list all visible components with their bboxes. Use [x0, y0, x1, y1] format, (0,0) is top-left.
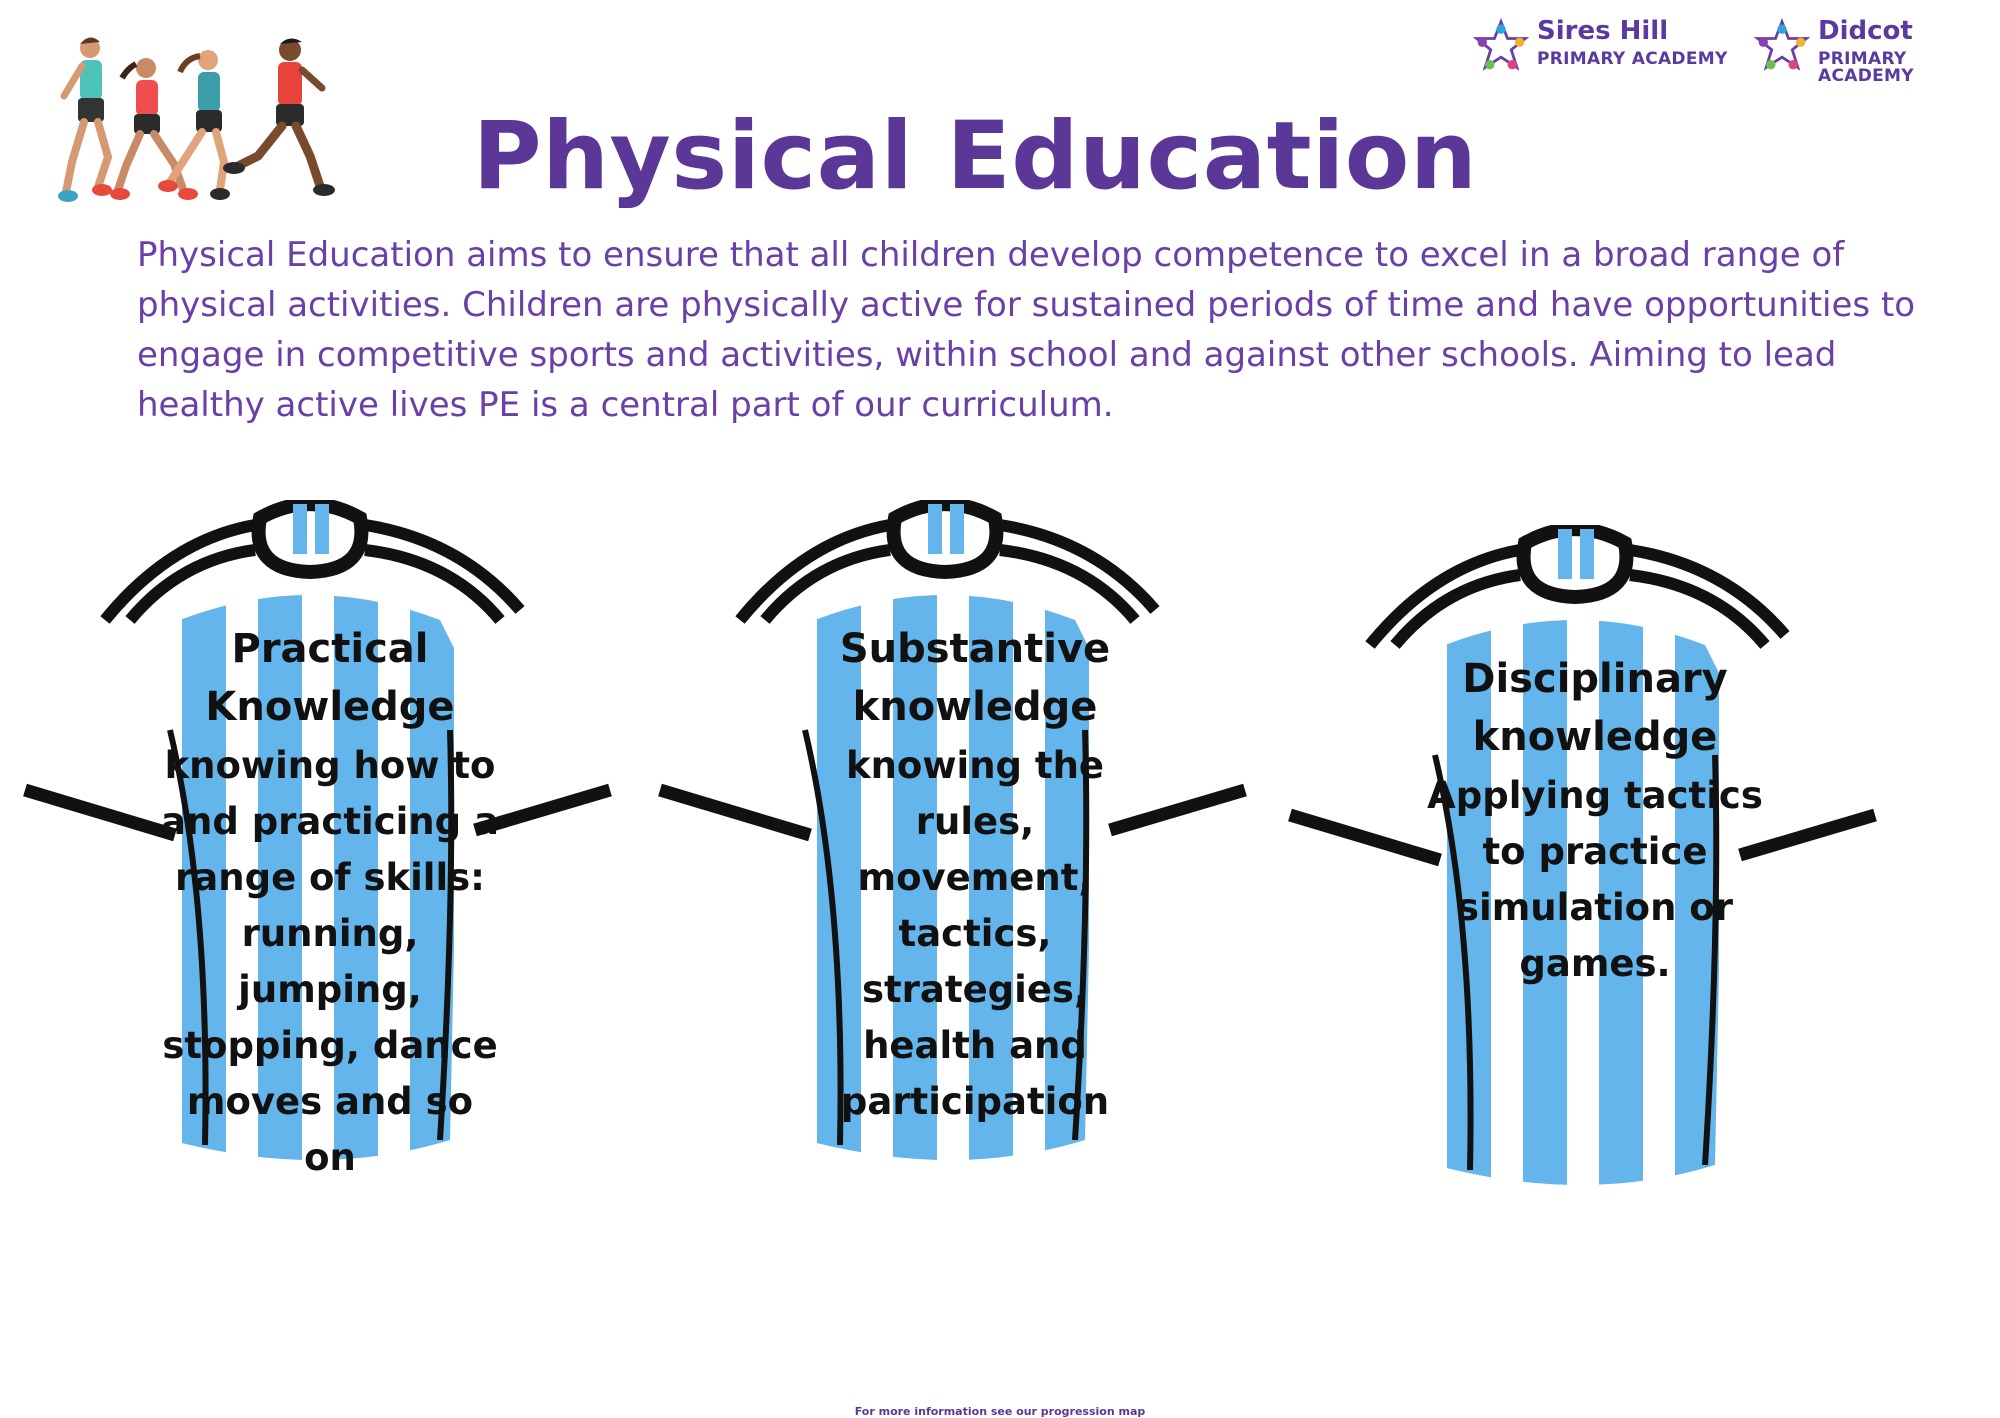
shirt-card-practical — [10, 500, 630, 1220]
shirt-card-substantive — [645, 500, 1265, 1220]
page-title: Physical Education — [472, 102, 1478, 211]
intro-paragraph: Physical Education aims to ensure that all children develop competence to excel in a broad range of physical activities. Children are physically active for sustained periods of time and have opportunities to engage in competitive sports and activities, within school and against other schools. Aiming to lead healthy active lives PE is a central part of our curriculum. — [137, 235, 1916, 425]
shirt-text-block — [805, 620, 1145, 1130]
shirt-text-block — [160, 620, 500, 1186]
sires-hill-logo — [1473, 18, 1728, 82]
star-people-logo-icon — [1754, 18, 1810, 74]
logo-name: Sires Hill — [1537, 16, 1669, 46]
shirt-description: knowing how to and practicing a range of skills: running, jumping, stopping, dance moves and so on — [161, 744, 499, 1179]
star-people-logo-icon — [1473, 18, 1529, 74]
shirt-description: knowing the rules, movement, tactics, strategies, health and participation — [840, 744, 1110, 1123]
logo-subtitle: PRIMARY ACADEMY — [1537, 49, 1728, 69]
footer-note: For more information see our progression map — [854, 1405, 1146, 1418]
shirt-heading: Substantive knowledge — [839, 626, 1111, 730]
logo-name: Didcot — [1818, 16, 1913, 46]
shirt-description: Applying tactics to practice simulation or games. — [1427, 774, 1763, 985]
shirt-card-disciplinary — [1275, 525, 1895, 1245]
didcot-logo — [1754, 16, 2000, 86]
shirt-heading: Practical Knowledge — [205, 626, 455, 730]
logo-subtitle: PRIMARY ACADEMY — [1818, 49, 1914, 86]
shirt-heading: Disciplinary knowledge — [1462, 656, 1728, 760]
shirt-text-block — [1425, 650, 1765, 992]
